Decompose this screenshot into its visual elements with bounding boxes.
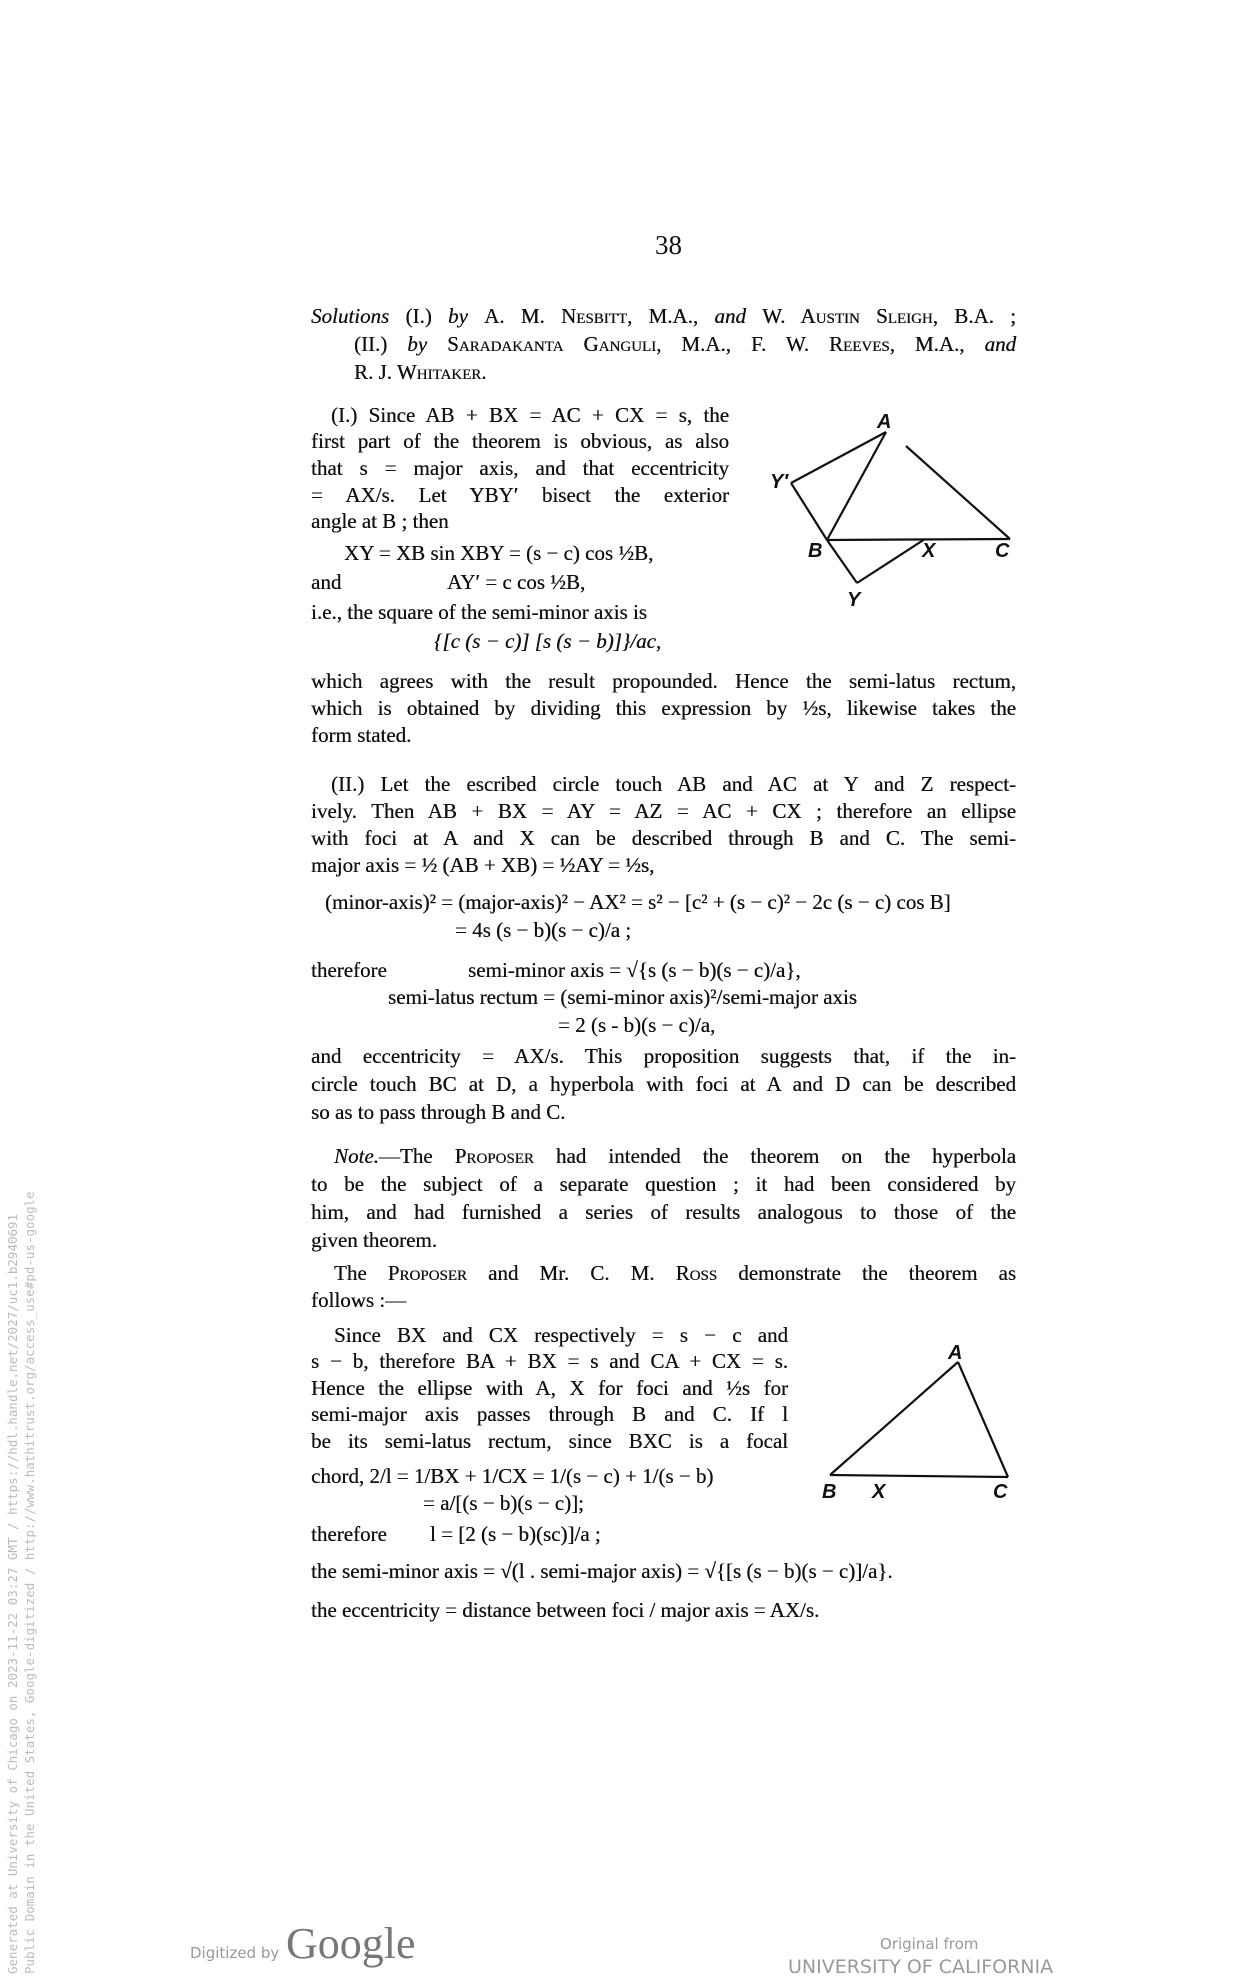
label-a: A <box>877 411 892 433</box>
text-line: so as to pass through B and C. <box>311 1100 566 1124</box>
and-label: and <box>714 304 746 328</box>
formula-line: = a/[(s − b)(s − c)]; <box>423 1491 584 1515</box>
formula-line: = 4s (s − b)(s − c)/a ; <box>455 918 632 942</box>
text-line: and eccentricity = AX/s. This proposition suggests that, if the in- <box>311 1044 1016 1068</box>
text-line: and <box>311 570 342 594</box>
line-y-x <box>857 539 925 583</box>
formula-line: XY = XB sin XBY = (s − c) cos ½B, <box>344 541 654 565</box>
author-whitaker: R. J. Whitaker. <box>354 360 487 384</box>
author-nesbitt: A. M. Nesbitt, M.A., <box>484 304 699 328</box>
label-x: X <box>872 1481 886 1503</box>
line-a-c <box>958 1362 1008 1477</box>
line-b-y <box>827 540 857 583</box>
text-line: to be the subject of a separate question ; it had been considered by <box>311 1172 1016 1196</box>
part-ii-marker: (II.) <box>354 332 388 356</box>
text-line: which is obtained by dividing this expression by ½s, likewise takes the <box>311 696 1016 720</box>
text-line: first part of the theorem is obvious, as also <box>311 429 729 453</box>
text-line: therefore <box>311 958 387 982</box>
text-line: i.e., the square of the semi-minor axis is <box>311 600 647 624</box>
text-line: given theorem. <box>311 1228 437 1252</box>
label-y-prime: Y′ <box>770 471 789 493</box>
by-label: by <box>447 304 468 328</box>
text-line: circle touch BC at D, a hyperbola with foci at A and D can be described <box>311 1072 1016 1096</box>
formula-line: = 2 (s - b)(s − c)/a, <box>558 1013 716 1037</box>
text-line: s − b, therefore BA + BX = s and CA + CX = s. <box>311 1349 788 1373</box>
page-number: 38 <box>655 230 682 260</box>
formula-line: semi-latus rectum = (semi-minor axis)²/semi-major axis <box>388 985 857 1009</box>
solutions-label: Solutions <box>311 304 390 328</box>
line-a-c <box>906 446 1010 539</box>
label-b: B <box>822 1481 837 1503</box>
text-line: = AX/s. Let YBY′ bisect the exterior <box>311 483 729 507</box>
formula-line: the eccentricity = distance between foci / major axis = AX/s. <box>311 1598 820 1622</box>
formula-line: (minor-axis)² = (major-axis)² − AX² = s² − [c² + (s − c)² − 2c (s − c) cos B] <box>325 890 951 914</box>
proposer-name: Proposer <box>387 1261 467 1285</box>
original-from-label: Original from <box>880 1935 979 1953</box>
text-segment: had intended the theorem on the hyperbola <box>555 1144 1016 1168</box>
formula-line: chord, 2/l = 1/BX + 1/CX = 1/(s − c) + 1/(s − b) <box>311 1464 714 1488</box>
label-a: A <box>948 1342 963 1364</box>
text-line: him, and had furnished a series of results analogous to those of the <box>311 1200 1016 1224</box>
watermark-line-1: Generated at University of Chicago on 2023-11-22 03:27 GMT / https://hdl.handle.net/2027/uc1.b2940691 <box>5 1213 20 1974</box>
label-b: B <box>808 540 823 562</box>
text-line: with foci at A and X can be described through B and C. The semi- <box>311 826 1016 850</box>
text-segment: The <box>334 1261 367 1285</box>
line-a-b <box>830 1362 958 1475</box>
label-c: C <box>993 1481 1008 1503</box>
text-segment: —The <box>378 1144 433 1168</box>
text-segment: and Mr. C. M. <box>488 1261 655 1285</box>
formula-line: {[c (s − c)] [s (s − b)]}/ac, <box>434 629 662 653</box>
watermark-line-2: Public Domain in the United States, Google-digitized / http://www.hathitrust.org/access_use#pd-us-google <box>22 1191 37 1974</box>
text-line: (II.) Let the escribed circle touch AB and AC at Y and Z respect- <box>331 772 1016 796</box>
text-line: be its semi-latus rectum, since BXC is a focal <box>311 1429 788 1453</box>
text-line: that s = major axis, and that eccentricity <box>311 456 729 480</box>
line-b-c <box>827 539 1010 540</box>
formula-line: l = [2 (s − b)(sc)]/a ; <box>430 1522 601 1546</box>
note-label: Note. <box>334 1144 379 1168</box>
note-line <box>334 1142 1016 1170</box>
label-c: C <box>995 540 1010 562</box>
label-x: X <box>922 540 936 562</box>
google-logo: Google <box>286 1919 416 1968</box>
figure-1-triangle <box>770 411 1010 611</box>
proposer-name: Proposer <box>454 1144 534 1168</box>
author-sleigh: W. Austin Sleigh, B.A. ; <box>762 304 1017 328</box>
text-line: which agrees with the result propounded. Hence the semi-latus rectum, <box>311 669 1016 693</box>
text-line: angle at B ; then <box>311 509 449 533</box>
by-label: by <box>407 332 428 356</box>
text-line: follows :— <box>311 1288 407 1312</box>
text-line: form stated. <box>311 723 412 747</box>
text-line: ively. Then AB + BX = AY = AZ = AC + CX ; therefore an ellipse <box>311 799 1016 823</box>
text-line: therefore <box>311 1522 387 1546</box>
formula-line: semi-minor axis = √{s (s − b)(s − c)/a}, <box>468 958 801 982</box>
and-label: and <box>984 332 1017 356</box>
figure-2-triangle <box>822 1342 1008 1503</box>
line-yprime-b <box>791 483 827 540</box>
text-line: major axis = ½ (AB + XB) = ½AY = ½s, <box>311 853 655 877</box>
author-reeves: F. W. Reeves, M.A., <box>750 332 965 356</box>
text-line: (I.) Since AB + BX = AC + CX = s, the <box>331 403 729 427</box>
text-line: Since BX and CX respectively = s − c and <box>334 1323 788 1347</box>
text-line: Hence the ellipse with A, X for foci and ½s for <box>311 1376 788 1400</box>
part-i-marker: (I.) <box>405 304 432 328</box>
digitized-by-label: Digitized by <box>190 1944 280 1962</box>
hathitrust-watermark <box>4 1191 38 1984</box>
formula-line: the semi-minor axis = √(l . semi-major axis) = √{[s (s − b)(s − c)]/a}. <box>311 1559 893 1583</box>
university-label: UNIVERSITY OF CALIFORNIA <box>788 1956 1054 1978</box>
line-b-c <box>830 1475 1008 1477</box>
author-ganguli: Saradakanta Ganguli, M.A., <box>447 332 731 356</box>
formula-line: AY′ = c cos ½B, <box>447 570 586 594</box>
text-segment: demonstrate the theorem as <box>738 1261 1016 1285</box>
proposer-line <box>334 1259 1016 1287</box>
label-y: Y <box>847 589 861 611</box>
text-line: semi-major axis passes through B and C. If l <box>311 1402 788 1426</box>
ross-name: Ross <box>675 1261 718 1285</box>
